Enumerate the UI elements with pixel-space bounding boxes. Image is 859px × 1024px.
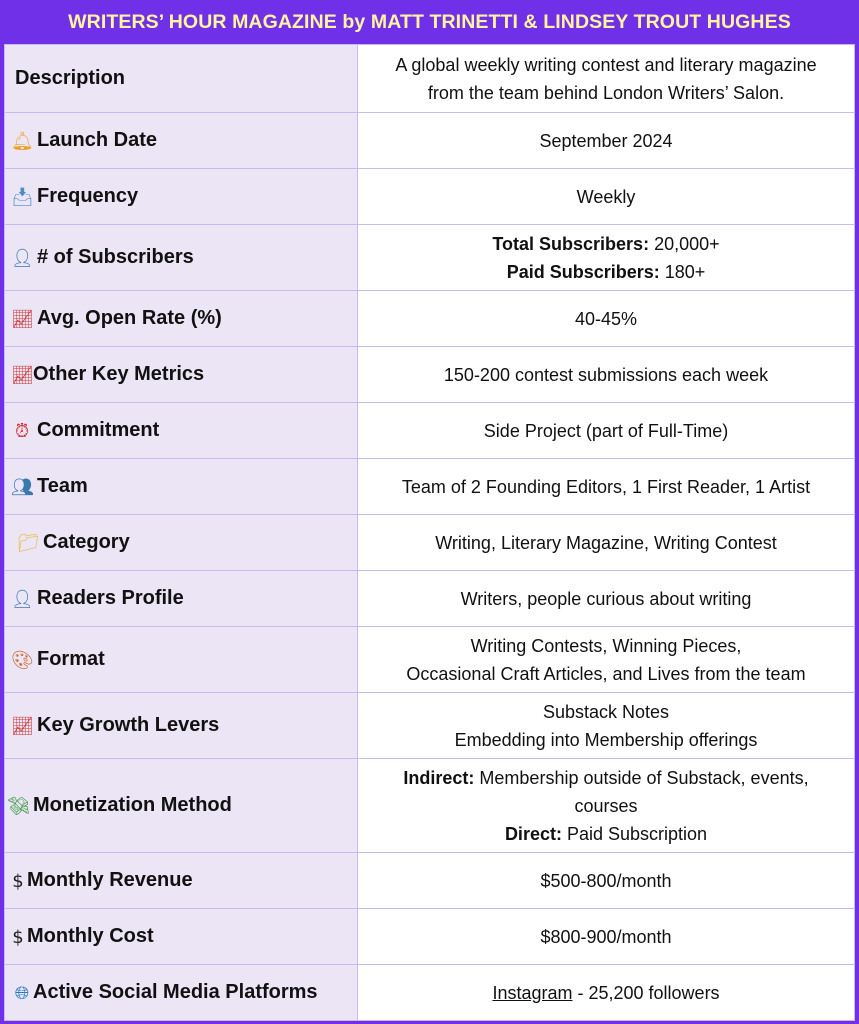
monthly-cost-value: $800-900/month (358, 909, 855, 965)
row-monthly-cost (5, 909, 855, 965)
other-metrics-value: 150-200 contest submissions each week (358, 347, 855, 403)
social-label: Active Social Media Platforms (33, 981, 318, 1003)
paid-subscribers-label: Paid Subscribers: (506, 261, 660, 282)
social-followers: - 25,200 followers (572, 982, 720, 1003)
page-title: WRITERS’ HOUR MAGAZINE by MATT TRINETTI & LINDSEY TROUT HUGHES (68, 11, 791, 33)
category-label: Category (43, 531, 130, 553)
monetization-label: Monetization Method (33, 794, 232, 816)
description-value (358, 45, 855, 113)
format-value (358, 627, 855, 693)
row-format (5, 627, 855, 693)
other-metrics-label: Other Key Metrics (33, 363, 205, 385)
frequency-label: Frequency (37, 185, 139, 207)
monthly-revenue-value: $500-800/month (358, 853, 855, 909)
description-line-1: A global weekly writing contest and literary magazine (395, 54, 817, 75)
chart-up-icon: 📈︎ (11, 309, 34, 330)
dollar-icon: $ (12, 927, 24, 948)
chart-up-icon: 📈︎ (11, 716, 34, 737)
row-frequency (5, 169, 855, 225)
commitment-value: Side Project (part of Full-Time) (358, 403, 855, 459)
commitment-label: Commitment (37, 419, 160, 441)
folder-icon: 📁︎ (17, 533, 40, 554)
dollar-icon: $ (12, 871, 24, 892)
subscribers-value (358, 225, 855, 291)
alarm-clock-icon: ⏰︎ (14, 421, 30, 442)
open-rate-value: 40-45% (358, 291, 855, 347)
paid-subscribers-value: 180+ (659, 261, 706, 282)
info-table (4, 44, 855, 1021)
format-line-1: Writing Contests, Winning Pieces, (470, 635, 742, 656)
row-team (5, 459, 855, 515)
person-icon: 👤︎ (11, 248, 34, 269)
money-icon: 💸︎ (7, 796, 30, 817)
inbox-tray-icon: 📥︎ (11, 187, 34, 208)
row-subscribers (5, 225, 855, 291)
total-subscribers-value: 20,000+ (649, 233, 720, 254)
row-monthly-revenue (5, 853, 855, 909)
row-other-metrics (5, 347, 855, 403)
row-open-rate (5, 291, 855, 347)
social-value (358, 965, 855, 1021)
description-label: Description (5, 45, 358, 113)
people-icon: 👥︎ (11, 477, 34, 498)
monetization-value (358, 759, 855, 853)
readers-profile-label: Readers Profile (37, 587, 184, 609)
launch-date-value: September 2024 (358, 113, 855, 169)
indirect-value: Membership outside of Substack, events, courses (474, 767, 809, 816)
direct-value: Paid Subscription (561, 823, 708, 844)
team-label: Team (37, 475, 88, 497)
row-description (5, 45, 855, 113)
person-icon: 👤︎ (11, 589, 34, 610)
row-commitment (5, 403, 855, 459)
globe-icon: 🌐︎ (14, 983, 30, 1004)
description-line-2: from the team behind London Writers’ Salon. (427, 82, 785, 103)
total-subscribers-label: Total Subscribers: (492, 233, 650, 254)
open-rate-label: Avg. Open Rate (%) (37, 307, 222, 329)
format-line-2: Occasional Craft Articles, and Lives from the team (406, 663, 806, 684)
palette-icon: 🎨︎ (11, 650, 34, 671)
growth-levers-label: Key Growth Levers (37, 714, 220, 736)
category-value: Writing, Literary Magazine, Writing Contest (358, 515, 855, 571)
subscribers-label: # of Subscribers (37, 246, 194, 268)
team-value: Team of 2 Founding Editors, 1 First Reader, 1 Artist (358, 459, 855, 515)
bell-icon: 🔔︎ (11, 131, 34, 152)
growth-levers-line-1: Substack Notes (542, 701, 670, 722)
chart-up-icon: 📈︎ (11, 365, 34, 386)
format-label: Format (37, 648, 105, 670)
instagram-link[interactable]: Instagram (492, 982, 573, 1003)
indirect-label: Indirect: (403, 767, 475, 788)
monthly-revenue-label: Monthly Revenue (27, 869, 193, 891)
growth-levers-value (358, 693, 855, 759)
frequency-value: Weekly (358, 169, 855, 225)
row-readers-profile (5, 571, 855, 627)
launch-date-label: Launch Date (37, 129, 158, 151)
row-social (5, 965, 855, 1021)
row-growth-levers (5, 693, 855, 759)
growth-levers-line-2: Embedding into Membership offerings (454, 729, 758, 750)
direct-label: Direct: (504, 823, 562, 844)
row-launch-date (5, 113, 855, 169)
readers-profile-value: Writers, people curious about writing (358, 571, 855, 627)
monthly-cost-label: Monthly Cost (27, 925, 154, 947)
row-category (5, 515, 855, 571)
row-monetization (5, 759, 855, 853)
